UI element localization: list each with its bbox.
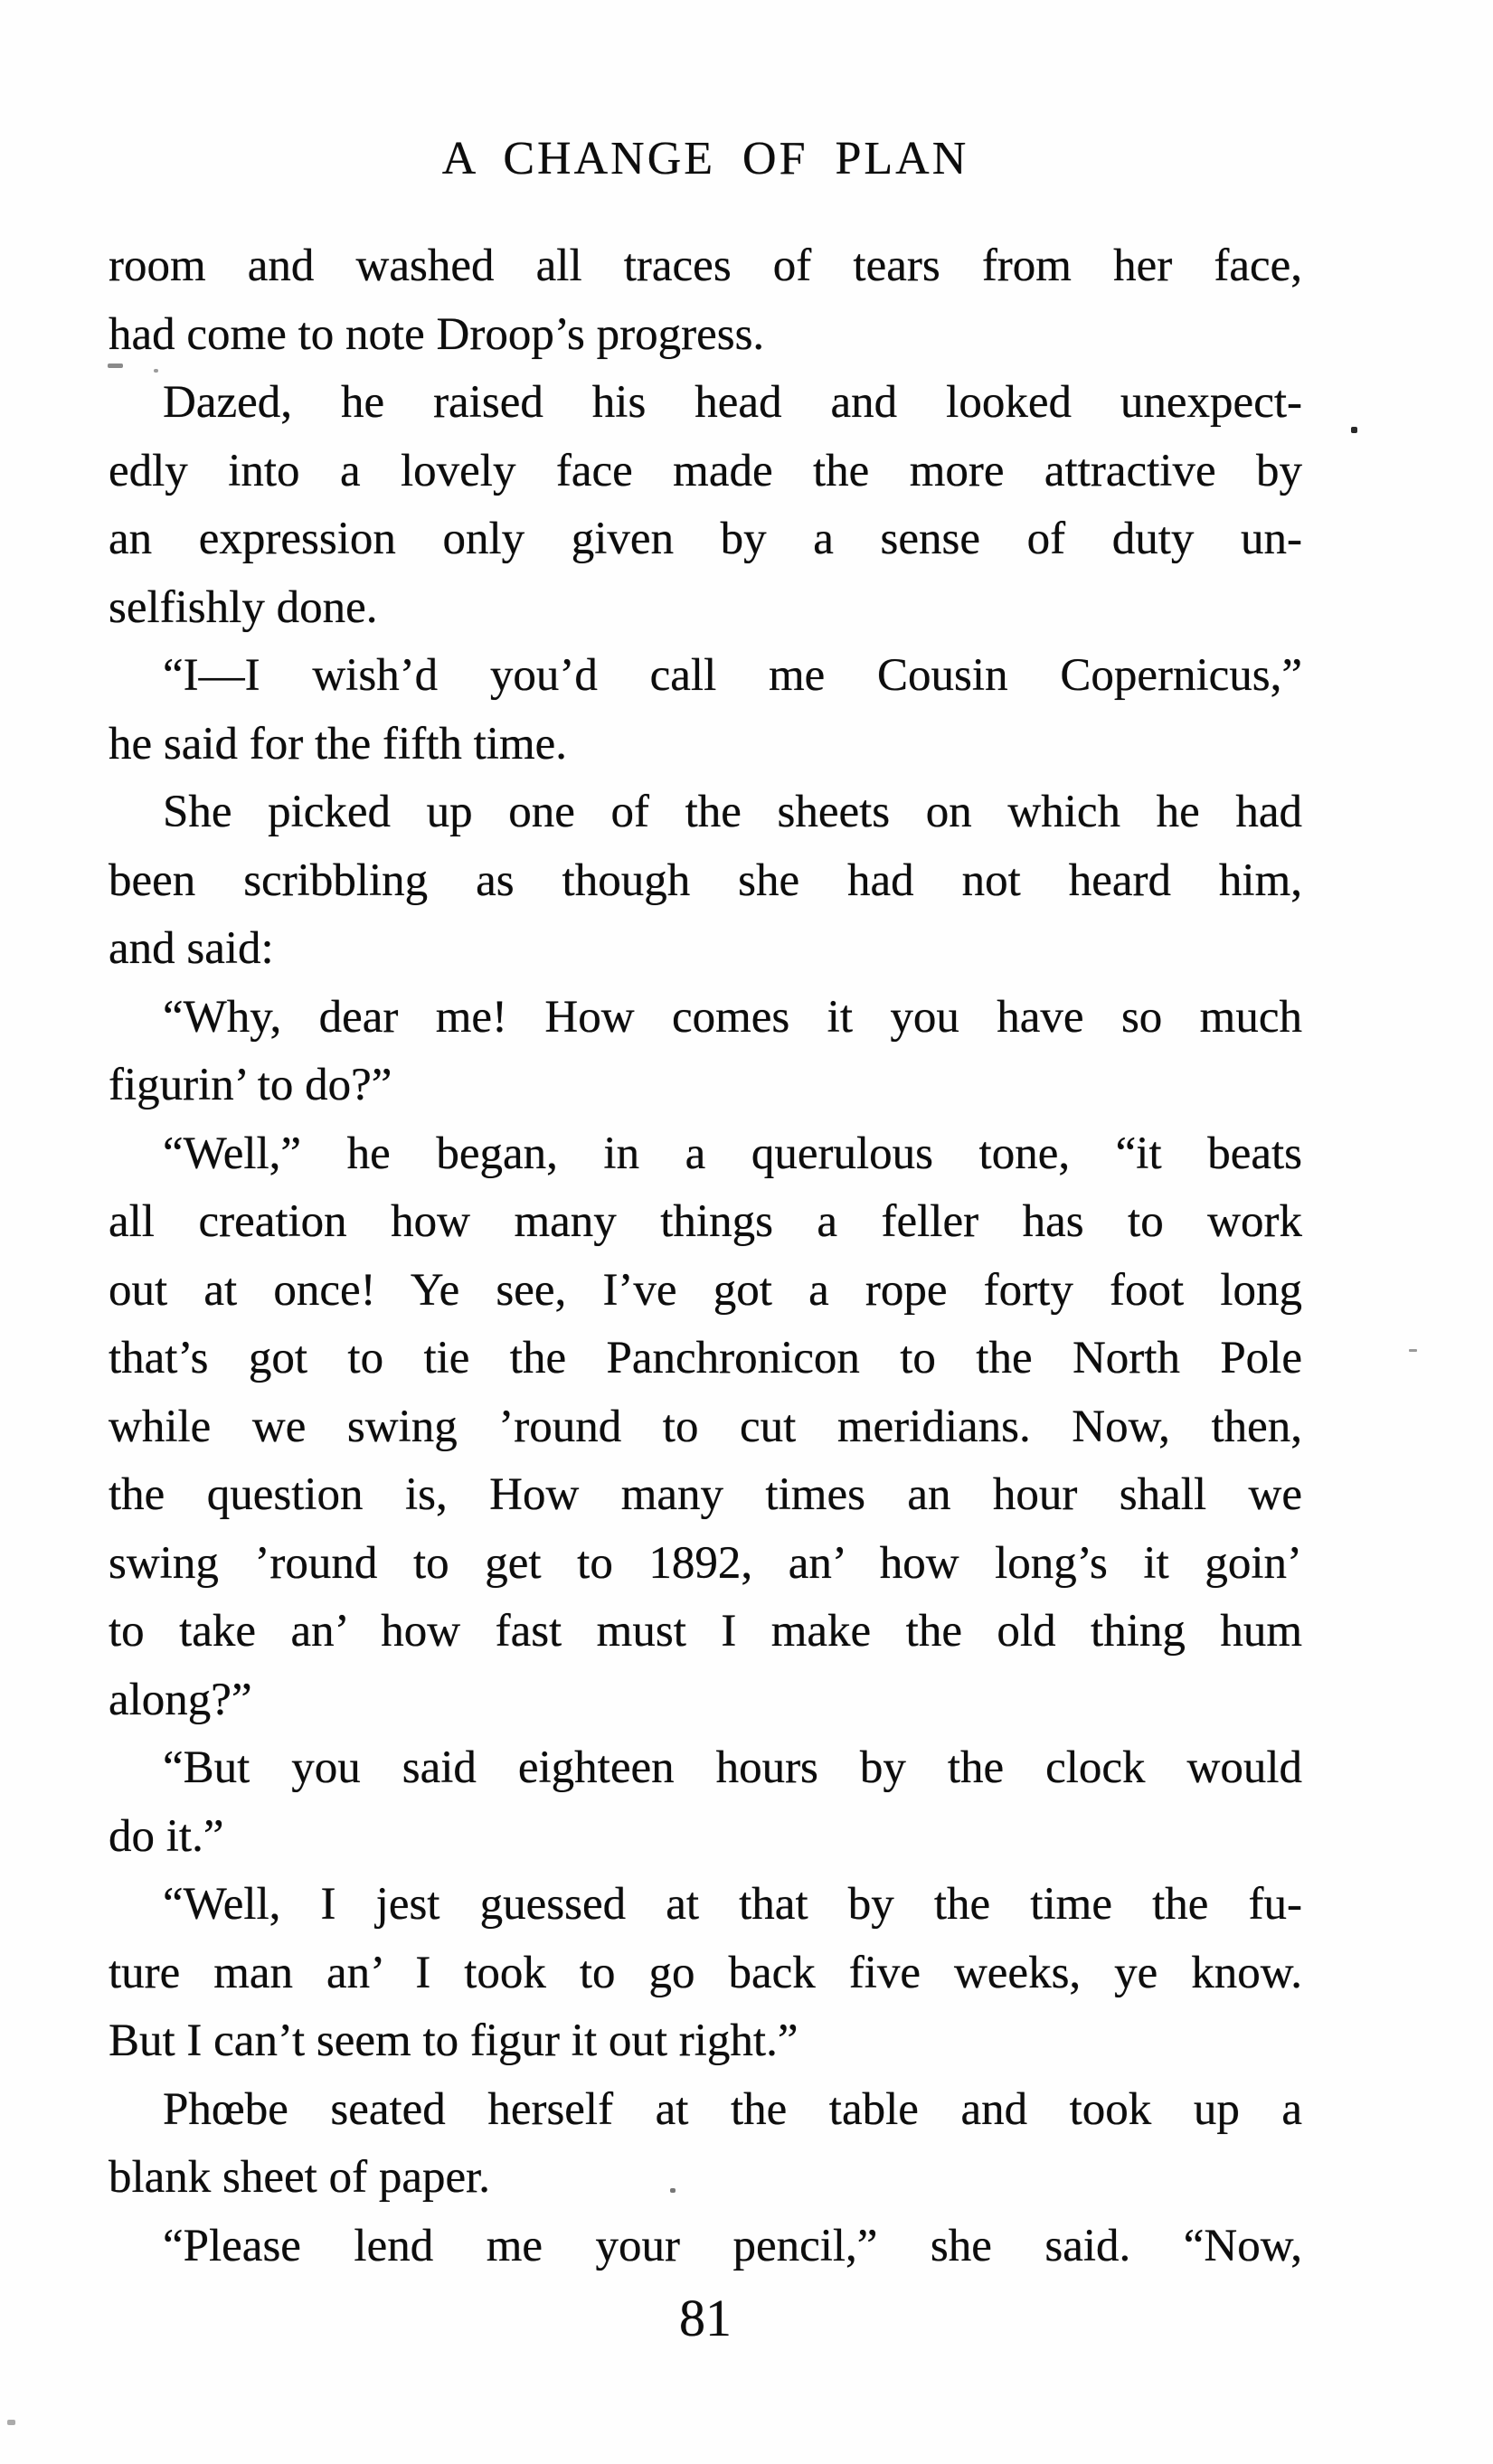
text-line: “Why, dear me! How comes it you have so much <box>163 991 1302 1043</box>
text-line: all creation how many things a feller has to work <box>109 1196 1302 1247</box>
text-line: while we swing ’round to cut meridians. Now, then, <box>109 1401 1302 1452</box>
text-line: Dazed, he raised his head and looked unexpect- <box>163 377 1302 428</box>
scan-speck <box>108 363 123 368</box>
text-line: selfishly done. <box>109 581 378 633</box>
text-line: figurin’ to do?” <box>109 1060 392 1110</box>
text-line: to take an’ how fast must I make the old thing hum <box>109 1606 1302 1657</box>
text-line: do it.” <box>109 1810 224 1862</box>
text-line: “I—I wish’d you’d call me Cousin Copernicus,” <box>163 650 1302 701</box>
text-line: edly into a lovely face made the more attractive by <box>109 445 1302 496</box>
text-line: been scribbling as though she had not heard him, <box>109 854 1302 906</box>
text-line: he said for the fifth time. <box>109 718 568 769</box>
text-line: an expression only given by a sense of duty un- <box>109 514 1302 564</box>
text-line: “Well, I jest guessed at that by the time the fu- <box>163 1879 1302 1930</box>
text-line: along?” <box>109 1674 252 1725</box>
text-line: “But you said eighteen hours by the clock would <box>163 1742 1302 1793</box>
text-line: “Well,” he began, in a querulous tone, “it beats <box>163 1128 1302 1179</box>
scan-speck <box>7 2420 15 2425</box>
text-block <box>109 232 1302 2280</box>
scan-speck <box>154 369 158 373</box>
text-line: She picked up one of the sheets on which he had <box>163 787 1302 837</box>
text-line: room and washed all traces of tears from her face, <box>109 241 1302 291</box>
chapter-header: A CHANGE OF PLAN <box>441 133 969 184</box>
text-line: Phœbe seated herself at the table and took up a <box>163 2083 1302 2135</box>
scan-speck <box>1351 427 1357 433</box>
page-number: 81 <box>679 2289 732 2347</box>
text-line: the question is, How many times an hour shall we <box>109 1469 1302 1520</box>
text-line: blank sheet of paper. <box>109 2152 491 2203</box>
text-line: ture man an’ I took to go back five weeks, ye know. <box>109 1947 1302 1998</box>
text-line: that’s got to tie the Panchronicon to the North Pole <box>109 1333 1302 1383</box>
scan-speck <box>670 2188 676 2193</box>
text-line: and said: <box>109 923 274 974</box>
text-line: “Please lend me your pencil,” she said. “Now, <box>163 2220 1302 2271</box>
text-line: But I can’t seem to figur it out right.” <box>109 2016 798 2066</box>
text-line: had come to note Droop’s progress. <box>109 308 765 360</box>
text-line: swing ’round to get to 1892, an’ how long’s it goin’ <box>109 1537 1302 1589</box>
text-line: out at once! Ye see, I’ve got a rope forty foot long <box>109 1264 1302 1316</box>
scan-speck <box>1409 1349 1417 1352</box>
